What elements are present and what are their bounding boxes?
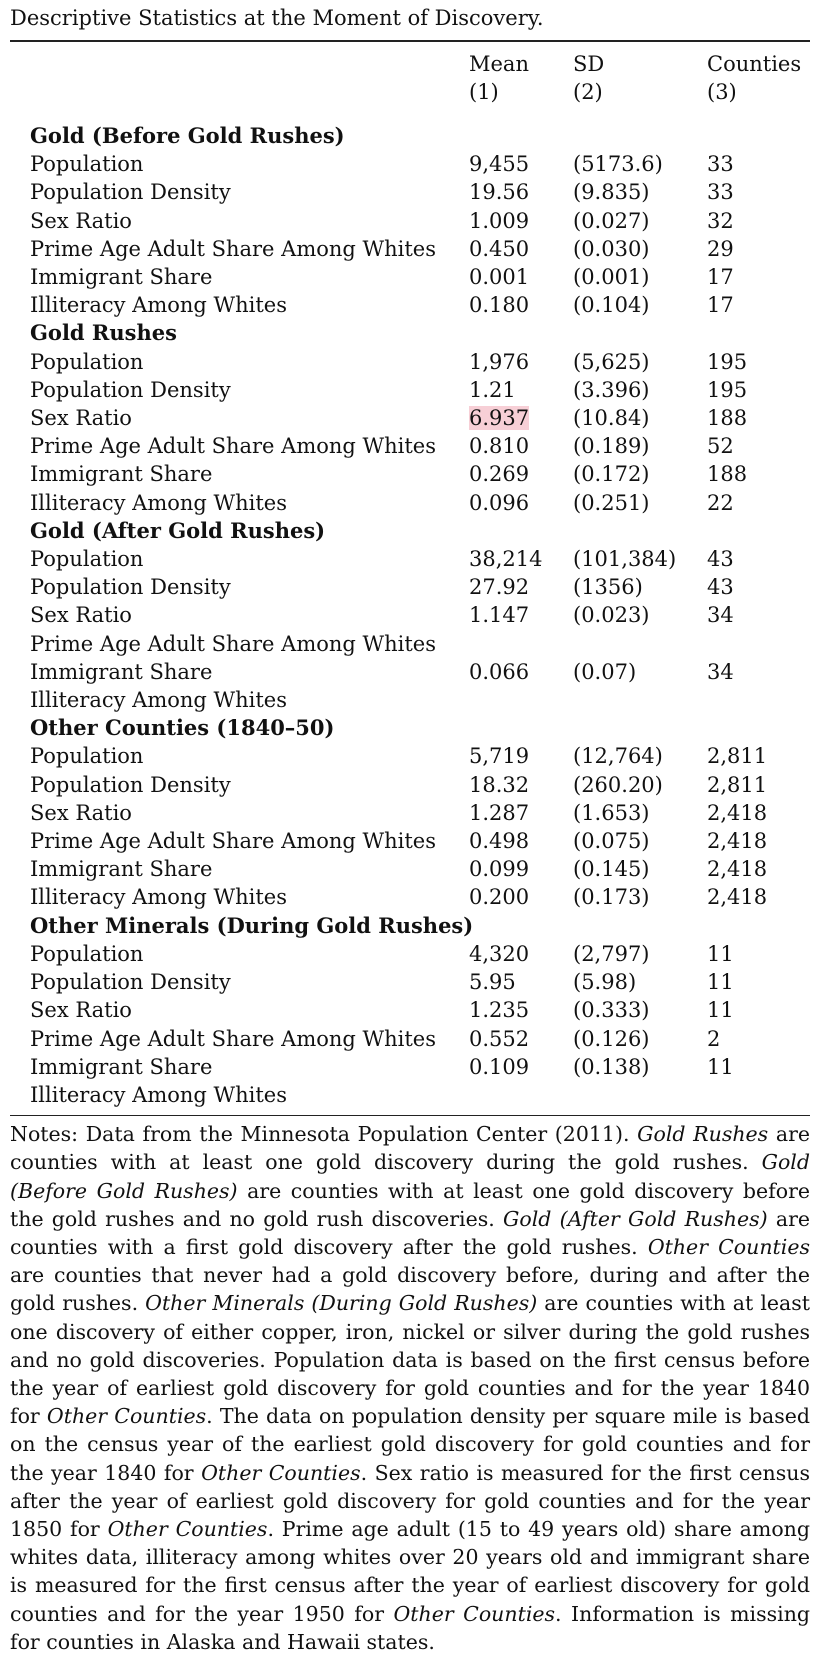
cell-sd [573,686,707,714]
row-label: Population Density [30,970,231,995]
cell-counties: 52 [707,434,734,459]
row-label: Prime Age Adult Share Among Whites [30,631,436,656]
table-row [10,263,810,291]
cell-counties: 195 [707,349,748,374]
cell-counties: 2,418 [707,829,768,854]
table-row [10,771,810,799]
section-title: Other Counties (1840–50) [30,715,335,741]
section-row [10,114,810,150]
table-row [10,291,810,319]
table-body [10,114,810,1109]
cell-counties [707,686,810,714]
highlighted-value[interactable]: 6.937 [469,406,530,431]
cell-counties: 11 [707,1054,734,1079]
cell-sd: (5,625) [573,349,650,374]
cell-mean [469,686,573,714]
notes-text: . Information is missing for counties in Alaska and Hawaii states. [10,1601,811,1654]
table-row [10,150,810,178]
cell-counties: 33 [707,152,734,177]
cell-sd: (0.075) [573,829,650,854]
cell-sd: (5173.6) [573,152,663,177]
cell-counties: 2,418 [707,800,768,825]
cell-counties: 188 [707,462,748,487]
cell-mean: 38,214 [469,547,543,572]
cell-mean [469,404,573,432]
notes-italic-term: Other Counties [107,1516,268,1541]
section-row [10,912,810,940]
table-row [10,545,810,573]
table-row [10,855,810,883]
header-number-row [10,78,810,114]
cell-mean: 0.498 [469,829,530,854]
notes-italic-term: Other Counties [46,1404,207,1429]
row-label: Illiteracy Among Whites [30,293,288,318]
cell-sd: (260.20) [573,772,663,797]
cell-mean: 0.066 [469,659,530,684]
table-notes [10,1116,810,1656]
table-row [10,235,810,263]
row-label: Illiteracy Among Whites [30,490,288,515]
cell-counties: 11 [707,941,734,966]
row-label: Sex Ratio [30,998,132,1023]
row-label: Immigrant Share [30,857,213,882]
cell-mean: 0.450 [469,236,530,261]
table-row [10,658,810,686]
table-row [10,686,810,714]
cell-sd: (0.023) [573,603,650,628]
cell-sd: (0.030) [573,236,650,261]
cell-mean: 9,455 [469,152,530,177]
notes-text: . Sex ratio is measured for the first census after the year of earliest gold discovery for gold counties and for the year 1850 for [10,1460,810,1541]
cell-sd: (0.104) [573,293,650,318]
row-label: Illiteracy Among Whites [30,688,288,713]
cell-sd: (5.98) [573,970,637,995]
row-label: Population [30,349,144,374]
table-row [10,1053,810,1081]
cell-mean: 0.109 [469,1054,530,1079]
cell-counties: 43 [707,547,734,572]
cell-mean [469,630,573,658]
table-row [10,489,810,517]
cell-counties: 17 [707,265,734,290]
cell-mean: 1.009 [469,208,530,233]
cell-mean: 1,976 [469,349,530,374]
table-row [10,996,810,1024]
cell-sd: (0.138) [573,1054,650,1079]
cell-mean: 0.200 [469,885,530,910]
cell-mean: 27.92 [469,575,530,600]
table-row [10,460,810,488]
row-label: Sex Ratio [30,208,132,233]
cell-counties: 34 [707,659,734,684]
row-label: Prime Age Adult Share Among Whites [30,236,436,261]
section-row [10,517,810,545]
section-title: Gold Rushes [30,320,177,346]
row-label: Population [30,547,144,572]
row-label: Immigrant Share [30,1054,213,1079]
cell-mean: 1.287 [469,800,530,825]
cell-sd: (0.027) [573,208,650,233]
cell-sd: (1356) [573,575,643,600]
cell-counties: 2,418 [707,885,768,910]
notes-text: are counties with at least one gold discovery during the gold rushes. [10,1122,811,1175]
table-row [10,432,810,460]
cell-counties: 33 [707,180,734,205]
cell-sd: (9.835) [573,180,650,205]
notes-text: are counties with a first gold discovery after the gold rushes. [10,1206,811,1259]
notes-text: Notes: Data from the Minnesota Population Center (2011). [10,1122,638,1147]
cell-sd: (10.84) [573,406,650,431]
cell-counties: 2 [707,1026,721,1051]
cell-mean: 5,719 [469,744,530,769]
header-blank [10,42,469,78]
cell-mean: 0.001 [469,265,530,290]
cell-mean: 0.096 [469,490,530,515]
cell-mean: 1.235 [469,998,530,1023]
cell-counties: 34 [707,603,734,628]
row-label: Prime Age Adult Share Among Whites [30,434,436,459]
header-mean: Mean [469,52,529,76]
cell-counties: 43 [707,575,734,600]
cell-sd: (0.333) [573,998,650,1023]
cell-sd: (0.07) [573,659,637,684]
table-row [10,940,810,968]
cell-mean: 0.099 [469,857,530,882]
cell-mean: 1.21 [469,377,516,402]
notes-text: are counties with at least one discovery of either copper, iron, nickel or silver during the gold rushes and no gold discoveries. Population data is based on the first census before the year of earliest gold discovery for gold counties and for the year 1840 for [10,1291,810,1429]
cell-mean: 0.180 [469,293,530,318]
table-row [10,968,810,996]
cell-mean: 0.552 [469,1026,530,1051]
row-label: Sex Ratio [30,800,132,825]
notes-italic-term: Gold (Before Gold Rushes) [10,1150,810,1203]
notes-italic-term: Gold Rushes [637,1122,769,1147]
cell-mean: 0.269 [469,462,530,487]
cell-sd: (2,797) [573,941,650,966]
table-row [10,573,810,601]
header-row [10,42,810,78]
cell-counties: 32 [707,208,734,233]
cell-sd [573,630,707,658]
row-label: Population [30,744,144,769]
table-row [10,178,810,206]
row-label: Population [30,152,144,177]
header-counties: Counties [707,52,802,76]
cell-counties: 22 [707,490,734,515]
cell-sd: (3.396) [573,377,650,402]
cell-counties: 2,811 [707,772,768,797]
notes-text: are counties that never had a gold discovery before, during and after the gold rushes. [10,1263,810,1316]
cell-counties: 2,811 [707,744,768,769]
row-label: Sex Ratio [30,406,132,431]
section-row [10,714,810,742]
cell-sd: (0.173) [573,885,650,910]
cell-mean [469,1081,573,1109]
cell-sd: (0.145) [573,857,650,882]
cell-sd: (0.189) [573,434,650,459]
section-title: Gold (After Gold Rushes) [30,517,326,543]
table-row [10,1025,810,1053]
table-row [10,1081,810,1109]
cell-sd: (101,384) [573,547,677,572]
row-label: Prime Age Adult Share Among Whites [30,829,436,854]
cell-counties: 17 [707,293,734,318]
row-label: Population Density [30,377,231,402]
row-label: Population Density [30,180,231,205]
table-row [10,404,810,432]
table-row [10,376,810,404]
cell-mean: 4,320 [469,941,530,966]
row-label: Immigrant Share [30,659,213,684]
row-label: Population [30,941,144,966]
notes-italic-term: Other Minerals (During Gold Rushes) [145,1291,538,1316]
table-row [10,601,810,629]
cell-counties [707,630,810,658]
section-row [10,319,810,347]
cell-sd: (12,764) [573,744,663,769]
table-row [10,207,810,235]
notes-italic-term: Gold (After Gold Rushes) [503,1206,768,1231]
cell-mean: 5.95 [469,970,516,995]
row-label: Population Density [30,772,231,797]
cell-sd: (0.172) [573,462,650,487]
cell-counties: 11 [707,998,734,1023]
statistics-table [10,42,810,1109]
cell-mean: 19.56 [469,180,530,205]
notes-italic-term: Other Counties [647,1234,810,1259]
notes-text: . The data on population density per square mile is based on the census year of the earliest gold discovery for gold counties and for the year 1840 for [10,1404,811,1485]
row-label: Prime Age Adult Share Among Whites [30,1026,436,1051]
cell-counties: 195 [707,377,748,402]
table-row [10,799,810,827]
cell-counties: 188 [707,406,748,431]
row-label: Sex Ratio [30,603,132,628]
notes-italic-term: Other Counties [393,1601,556,1626]
cell-mean: 0.810 [469,434,530,459]
header-mean-number: (1) [469,80,499,104]
table-row [10,827,810,855]
cell-sd: (1.653) [573,800,650,825]
table-row [10,348,810,376]
row-label: Population Density [30,575,231,600]
row-label: Illiteracy Among Whites [30,885,288,910]
notes-italic-term: Other Counties [201,1460,361,1485]
header-sd: SD [573,52,605,76]
cell-counties [707,1081,810,1109]
cell-mean: 1.147 [469,603,530,628]
table-caption: Descriptive Statistics at the Moment of Discovery. [10,6,544,30]
cell-sd: (0.126) [573,1026,650,1051]
header-counties-number: (3) [707,80,737,104]
notes-text: are counties with at least one gold discovery before the gold rushes and no gold rush discoveries. [10,1178,811,1231]
cell-counties: 11 [707,970,734,995]
cell-sd: (0.251) [573,490,650,515]
section-title: Gold (Before Gold Rushes) [30,123,345,148]
row-label: Immigrant Share [30,462,213,487]
cell-mean: 18.32 [469,772,530,797]
table-row [10,742,810,770]
notes-text: . Prime age adult (15 to 49 years old) share among whites data, illiteracy among whites over 20 years old and immigrant share is measured for the first census after the year of earliest discovery for gold counties and for the year 1950 for [10,1516,811,1626]
cell-sd: (0.001) [573,265,650,290]
row-label: Immigrant Share [30,265,213,290]
row-label: Illiteracy Among Whites [30,1082,288,1107]
cell-counties: 2,418 [707,857,768,882]
section-title: Other Minerals (During Gold Rushes) [30,912,474,938]
cell-sd [573,1081,707,1109]
table-row [10,630,810,658]
table-row [10,883,810,911]
cell-counties: 29 [707,236,734,261]
header-sd-number: (2) [573,80,603,104]
